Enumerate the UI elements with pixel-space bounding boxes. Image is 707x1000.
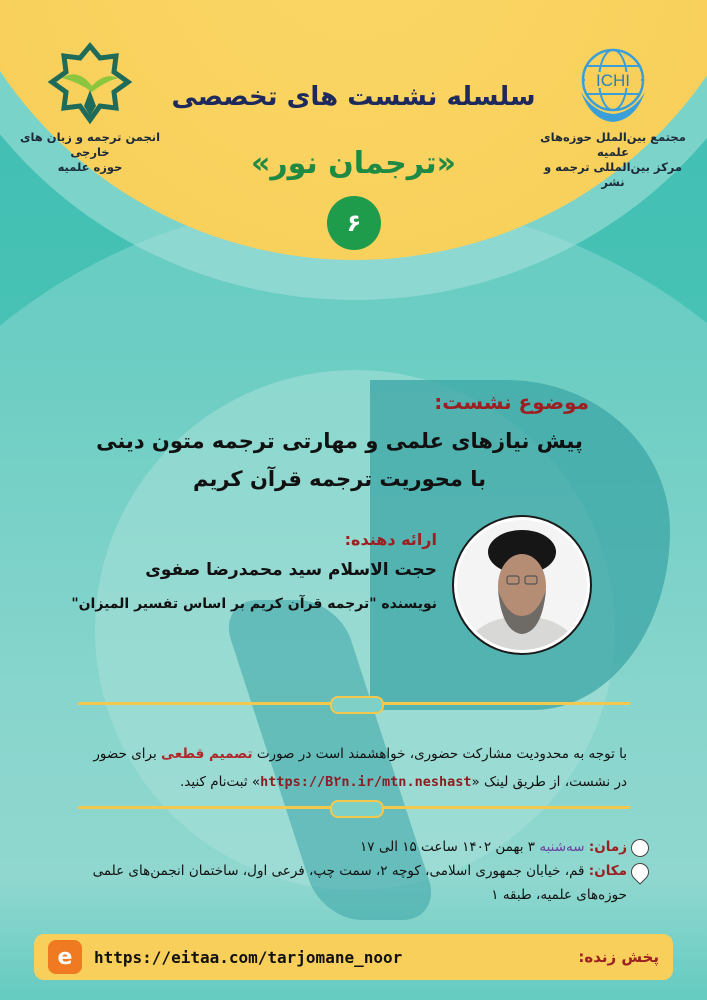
session-number-badge: ۶ <box>327 196 381 250</box>
speaker-role: نویسنده "ترجمه قرآن کریم بر اساس تفسیر المیزان" <box>71 596 437 612</box>
registration-notice: با توجه به محدودیت مشارکت حضوری، خواهشمند است در صورت تصمیم قطعی برای حضور در نشست، از طریق لینک «https://B۲n.ir/mtn.neshast» ثبت‌نام کنید. <box>93 746 627 790</box>
logo-ichi-line1: مجتمع بین‌الملل حوزه‌های علمیه <box>540 130 686 159</box>
speaker-name: حجت الاسلام سید محمدرضا صفوی <box>145 560 437 580</box>
logo-association-line1: انجمن ترجمه و زبان های خارجی <box>19 130 161 159</box>
place-label: مکان: <box>588 863 627 879</box>
registration-link[interactable]: https://B۲n.ir/mtn.neshast <box>260 774 472 790</box>
time-value: ۳ بهمن ۱۴۰۲ ساعت ۱۵ الی ۱۷ <box>360 839 540 855</box>
eitaa-icon[interactable]: e <box>48 940 82 974</box>
time-row <box>59 835 649 859</box>
place-row <box>59 859 649 907</box>
speaker-portrait-icon <box>457 520 587 650</box>
time-day: سه‌شنبه <box>539 839 585 855</box>
topic-line-1: پیش نیازهای علمی و مهارتی ترجمه متون دینی <box>96 429 583 453</box>
clock-icon <box>631 839 649 857</box>
topic-line-2: با محوریت ترجمه قرآن کریم <box>193 467 486 491</box>
live-stream-label: پخش زنده: <box>578 948 659 966</box>
svg-text:ICHI: ICHI <box>596 71 630 90</box>
speaker-label: ارائه دهنده: <box>344 530 437 549</box>
series-name: «ترجمان نور» <box>250 146 457 181</box>
place-value: قم، خیابان جمهوری اسلامی، کوچه ۲، سمت چپ، فرعی اول، ساختمان انجمن‌های علمی حوزه‌های علمیه، طبقه ۱ <box>92 863 627 903</box>
event-info <box>59 835 649 907</box>
logo-association-line2: حوزه علمیه <box>57 160 123 174</box>
logo-ichi-line2: مرکز بین‌المللی ترجمه و نشر <box>543 160 683 189</box>
speaker-photo <box>454 517 590 653</box>
notice-highlight-2: قطعی <box>161 746 210 762</box>
location-pin-icon <box>627 859 652 884</box>
live-stream-bar <box>34 934 673 980</box>
time-label: زمان: <box>588 839 627 855</box>
live-stream-link-group[interactable] <box>48 940 402 974</box>
topic-label: موضوع نشست: <box>434 390 589 414</box>
divider-ornament-top <box>330 696 384 714</box>
divider-ornament-bottom <box>330 800 384 818</box>
series-title: سلسله نشست های تخصصی <box>171 82 536 112</box>
notice-highlight: تصمیم <box>209 746 253 762</box>
topic-title <box>90 422 589 498</box>
live-stream-link[interactable]: https://eitaa.com/tarjomane_noor <box>94 947 403 967</box>
